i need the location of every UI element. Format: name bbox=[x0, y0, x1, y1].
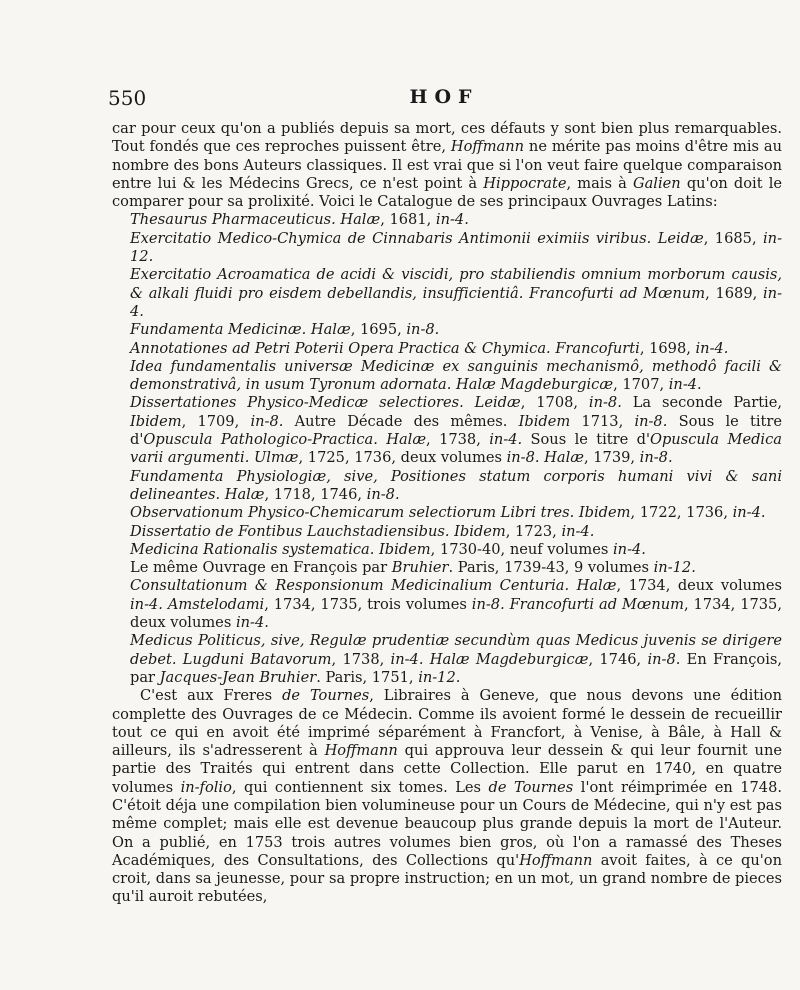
catalogue-entry: Exercitatio Acroamatica de acidi & viscidi, pro stabiliendis omnium morborum causis, & alkali fluidi pro eisdem debellandis, insufficientiâ. Francofurti ad Mœnum, 1689, in-4. bbox=[130, 266, 782, 320]
catalogue-entry: Medicus Politicus, sive, Regulæ prudentiæ secundùm quas Medicus juvenis se dirigere debet. Lugduni Batavorum, 1738, in-4. Halæ Magdeburgicæ, 1746, in-8. En François, par Jacques-Jean Bruhier. Paris, 1751, in-12. bbox=[130, 632, 782, 686]
catalogue-entry: Thesaurus Pharmaceuticus. Halæ, 1681, in-4. bbox=[130, 211, 469, 229]
page-number: 550 bbox=[108, 86, 147, 110]
catalogue-entry: Exercitatio Medico-Chymica de Cinnabaris Antimonii eximiis viribus. Leidæ, 1685, in-12. bbox=[130, 229, 782, 266]
catalogue-entry: Fundamenta Medicinæ. Halæ, 1695, in-8. bbox=[130, 321, 440, 339]
catalogue-entry: Dissertatio de Fontibus Lauchstadiensibus. Ibidem, 1723, in-4. bbox=[130, 522, 595, 540]
catalogue-entry: Idea fundamentalis universæ Medicinæ ex sanguinis mechanismô, methodô facili & demonstrativâ, in usum Tyronum adornata. Halæ Magdeburgicæ, 1707, in-4. bbox=[130, 357, 782, 394]
paragraph: car pour ceux qu'on a publiés depuis sa mort, ces défauts y sont bien plus remarquables. Tout fondés que ces reproches puissent être, Hoffmann ne mérite pas moins d'être mis au nombre des bons Auteurs classiques. Il est vrai que si l'on veut faire quelque comparaison entre lui & les Médecins Grecs, ce n'est point à Hippocrate, mais à Galien qu'on doit le comparer pour sa prolixité. Voici le Catalogue de ses principaux Ouvrages Latins: bbox=[112, 120, 783, 211]
catalogue-entry: Annotationes ad Petri Poterii Opera Practica & Chymica. Francofurti, 1698, in-4. bbox=[130, 339, 729, 357]
catalogue-entry: Le même Ouvrage en François par Bruhier. Paris, 1739-43, 9 volumes in-12. bbox=[130, 559, 696, 577]
running-head: HOF bbox=[409, 86, 479, 108]
body-text bbox=[112, 120, 782, 907]
paragraph: C'est aux Freres de Tournes, Libraires à Geneve, que nous devons une édition complette des Ouvrages de ce Médecin. Comme ils avoient formé le dessein de recueillir tout ce qui en avoit été imprimé séparément à Francfort, à Venise, à Bâle, à Hall & ailleurs, ils s'adresserent à Hoffmann qui approuva leur dessein & qui leur fournit une partie des Traités qui entrent dans cette Collection. Elle parut en 1740, en quatre volumes in-folio, qui contiennent six tomes. Les de Tournes l'ont réimprimée en 1748. C'étoit déja une compilation bien volumineuse pour un Cours de Médecine, qui n'y est pas même complet; mais elle est devenue beaucoup plus grande depuis la mort de l'Auteur. On a publié, en 1753 trois autres volumes bien gros, où l'on a ramassé des Theses Académiques, des Consultations, des Collections qu'Hoffmann avoit faites, à ce qu'on croit, dans sa jeunesse, pour sa propre instruction; en un mot, un grand nombre de pieces qu'il auroit rebutées, bbox=[112, 687, 783, 906]
catalogue-entry: Fundamenta Physiologiæ, sive, Positiones statum corporis humani vivi & sani delineantes. Halæ, 1718, 1746, in-8. bbox=[130, 467, 782, 503]
catalogue-entry: Consultationum & Responsionum Medicinalium Centuria. Halæ, 1734, deux volumes in-4. Amstelodami, 1734, 1735, trois volumes in-8. Francofurti ad Mœnum, 1734, 1735, deux volumes in-4. bbox=[130, 577, 782, 632]
page-header bbox=[108, 86, 780, 114]
catalogue-entry: Observationum Physico-Chemicarum selectiorum Libri tres. Ibidem, 1722, 1736, in-4. bbox=[130, 504, 766, 522]
catalogue-entry: Medicina Rationalis systematica. Ibidem, 1730-40, neuf volumes in-4. bbox=[130, 540, 646, 558]
catalogue-entry: Dissertationes Physico-Medicæ selectiores. Leidæ, 1708, in-8. La seconde Partie, Ibidem, 1709, in-8. Autre Décade des mêmes. Ibidem 1713, in-8. Sous le titre d'Opuscula Pathologico-Practica. Halæ, 1738, in-4. Sous le titre d'Opuscula Medica varii argumenti. Ulmæ, 1725, 1736, deux volumes in-8. Halæ, 1739, in-8. bbox=[130, 394, 782, 467]
